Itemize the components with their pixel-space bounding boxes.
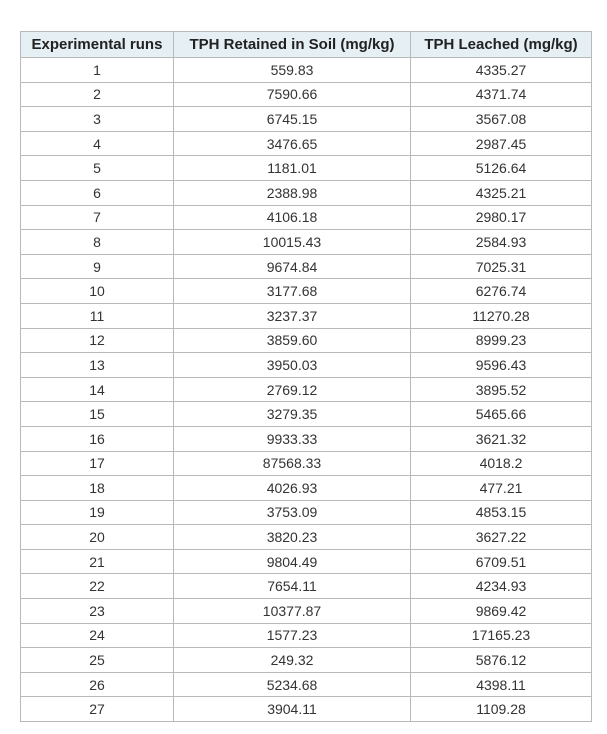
cell-tph-retained: 9933.33 <box>174 426 411 451</box>
table-row <box>21 599 592 624</box>
cell-run: 7 <box>21 205 174 230</box>
cell-tph-leached: 17165.23 <box>411 623 592 648</box>
table-row <box>21 426 592 451</box>
cell-tph-retained: 2388.98 <box>174 180 411 205</box>
cell-tph-retained: 9804.49 <box>174 549 411 574</box>
cell-tph-retained: 1577.23 <box>174 623 411 648</box>
table-row <box>21 205 592 230</box>
cell-tph-retained: 7654.11 <box>174 574 411 599</box>
table-body <box>21 58 592 722</box>
cell-run: 10 <box>21 279 174 304</box>
cell-tph-leached: 11270.28 <box>411 303 592 328</box>
cell-tph-leached: 1109.28 <box>411 697 592 722</box>
cell-run: 26 <box>21 672 174 697</box>
cell-tph-retained: 10377.87 <box>174 599 411 624</box>
cell-run: 22 <box>21 574 174 599</box>
cell-run: 3 <box>21 107 174 132</box>
cell-tph-retained: 87568.33 <box>174 451 411 476</box>
cell-tph-retained: 3904.11 <box>174 697 411 722</box>
table-row <box>21 353 592 378</box>
table-header <box>21 32 592 58</box>
cell-tph-leached: 7025.31 <box>411 254 592 279</box>
header-tph-retained: TPH Retained in Soil (mg/kg) <box>174 32 411 58</box>
cell-run: 20 <box>21 525 174 550</box>
cell-tph-retained: 3859.60 <box>174 328 411 353</box>
cell-tph-leached: 4853.15 <box>411 500 592 525</box>
cell-tph-retained: 3950.03 <box>174 353 411 378</box>
cell-run: 16 <box>21 426 174 451</box>
table-row <box>21 525 592 550</box>
header-experimental-runs: Experimental runs <box>21 32 174 58</box>
table-row <box>21 623 592 648</box>
table-row <box>21 58 592 83</box>
cell-tph-leached: 9596.43 <box>411 353 592 378</box>
cell-run: 24 <box>21 623 174 648</box>
cell-tph-retained: 3476.65 <box>174 131 411 156</box>
cell-tph-leached: 9869.42 <box>411 599 592 624</box>
cell-run: 8 <box>21 230 174 255</box>
table-row <box>21 180 592 205</box>
table-row <box>21 377 592 402</box>
table-row <box>21 82 592 107</box>
table-row <box>21 697 592 722</box>
header-tph-leached: TPH Leached (mg/kg) <box>411 32 592 58</box>
table-row <box>21 476 592 501</box>
cell-tph-leached: 6709.51 <box>411 549 592 574</box>
cell-tph-leached: 3621.32 <box>411 426 592 451</box>
table-row <box>21 574 592 599</box>
cell-tph-retained: 249.32 <box>174 648 411 673</box>
table-row <box>21 328 592 353</box>
cell-tph-leached: 477.21 <box>411 476 592 501</box>
cell-tph-leached: 4325.21 <box>411 180 592 205</box>
table-row <box>21 254 592 279</box>
cell-run: 6 <box>21 180 174 205</box>
cell-tph-leached: 5465.66 <box>411 402 592 427</box>
cell-run: 14 <box>21 377 174 402</box>
cell-tph-retained: 3753.09 <box>174 500 411 525</box>
table-row <box>21 107 592 132</box>
cell-run: 23 <box>21 599 174 624</box>
table-row <box>21 230 592 255</box>
table-row <box>21 402 592 427</box>
cell-tph-retained: 3177.68 <box>174 279 411 304</box>
table-row <box>21 303 592 328</box>
cell-tph-leached: 4335.27 <box>411 58 592 83</box>
cell-tph-leached: 2980.17 <box>411 205 592 230</box>
cell-run: 11 <box>21 303 174 328</box>
cell-tph-retained: 4106.18 <box>174 205 411 230</box>
cell-run: 19 <box>21 500 174 525</box>
tph-data-table <box>20 31 592 722</box>
table-row <box>21 648 592 673</box>
cell-tph-leached: 8999.23 <box>411 328 592 353</box>
cell-run: 18 <box>21 476 174 501</box>
cell-tph-retained: 7590.66 <box>174 82 411 107</box>
table-row <box>21 451 592 476</box>
cell-tph-leached: 5876.12 <box>411 648 592 673</box>
cell-tph-retained: 1181.01 <box>174 156 411 181</box>
cell-tph-leached: 3627.22 <box>411 525 592 550</box>
cell-tph-leached: 4371.74 <box>411 82 592 107</box>
cell-run: 25 <box>21 648 174 673</box>
cell-run: 15 <box>21 402 174 427</box>
cell-tph-retained: 3279.35 <box>174 402 411 427</box>
tph-data-table-container <box>20 31 591 722</box>
cell-run: 12 <box>21 328 174 353</box>
cell-run: 21 <box>21 549 174 574</box>
cell-tph-retained: 559.83 <box>174 58 411 83</box>
cell-run: 5 <box>21 156 174 181</box>
cell-tph-leached: 4234.93 <box>411 574 592 599</box>
cell-run: 27 <box>21 697 174 722</box>
cell-tph-retained: 9674.84 <box>174 254 411 279</box>
table-row <box>21 549 592 574</box>
table-row <box>21 500 592 525</box>
table-row <box>21 672 592 697</box>
cell-tph-leached: 3567.08 <box>411 107 592 132</box>
cell-tph-retained: 6745.15 <box>174 107 411 132</box>
cell-tph-leached: 4018.2 <box>411 451 592 476</box>
cell-tph-leached: 6276.74 <box>411 279 592 304</box>
cell-tph-retained: 3237.37 <box>174 303 411 328</box>
cell-run: 17 <box>21 451 174 476</box>
cell-tph-leached: 4398.11 <box>411 672 592 697</box>
table-row <box>21 156 592 181</box>
cell-run: 2 <box>21 82 174 107</box>
cell-tph-retained: 5234.68 <box>174 672 411 697</box>
cell-run: 1 <box>21 58 174 83</box>
cell-run: 9 <box>21 254 174 279</box>
cell-tph-retained: 3820.23 <box>174 525 411 550</box>
table-row <box>21 279 592 304</box>
cell-run: 13 <box>21 353 174 378</box>
cell-tph-leached: 3895.52 <box>411 377 592 402</box>
cell-tph-retained: 4026.93 <box>174 476 411 501</box>
cell-tph-leached: 2987.45 <box>411 131 592 156</box>
cell-tph-retained: 2769.12 <box>174 377 411 402</box>
cell-tph-leached: 2584.93 <box>411 230 592 255</box>
header-row <box>21 32 592 58</box>
cell-tph-retained: 10015.43 <box>174 230 411 255</box>
table-row <box>21 131 592 156</box>
cell-tph-leached: 5126.64 <box>411 156 592 181</box>
cell-run: 4 <box>21 131 174 156</box>
